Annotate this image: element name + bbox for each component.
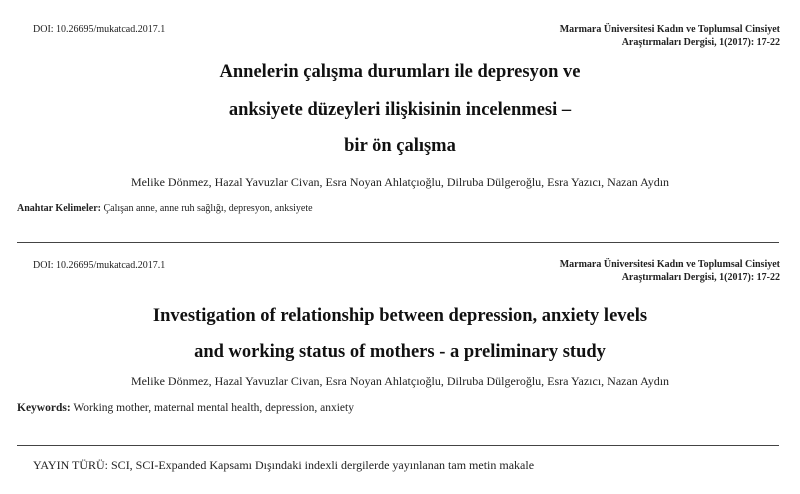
- keywords-values: Çalışan anne, anne ruh sağlığı, depresyon, anksiyete: [103, 203, 313, 214]
- title-english-line1: Investigation of relationship between depression, anxiety levels: [152, 306, 648, 326]
- doi-turkish: DOI: 10.26695/mukatcad.2017.1: [33, 24, 166, 35]
- journal-name-line: Marmara Üniversitesi Kadın ve Toplumsal Cinsiyet: [559, 24, 780, 35]
- doi-english: DOI: 10.26695/mukatcad.2017.1: [33, 260, 166, 271]
- title-turkish-line1: Annelerin çalışma durumları ile depresyon ve: [219, 62, 581, 82]
- title-turkish-line3: bir ön çalışma: [344, 136, 456, 156]
- journal-issue-line: Araştırmaları Dergisi, 1(2017): 17-22: [621, 37, 780, 48]
- keywords-label: Anahtar Kelimeler:: [17, 203, 101, 214]
- bottom-divider: [17, 445, 779, 446]
- journal-citation-english: [560, 258, 780, 284]
- keywords-turkish: [17, 203, 313, 214]
- keywords-label: Keywords:: [17, 402, 71, 414]
- authors-turkish: Melike Dönmez, Hazal Yavuzlar Civan, Esra Noyan Ahlatçıoğlu, Dilruba Dülgeroğlu, Esra Yazıcı, Nazan Aydın: [130, 175, 670, 189]
- keywords-values: Working mother, maternal mental health, depression, anxiety: [73, 402, 354, 414]
- publication-type: YAYIN TÜRÜ: SCI, SCI-Expanded Kapsamı Dışındaki indexli dergilerde yayınlanan tam metin makale: [33, 458, 535, 472]
- authors-english: Melike Dönmez, Hazal Yavuzlar Civan, Esra Noyan Ahlatçıoğlu, Dilruba Dülgeroğlu, Esra Yazıcı, Nazan Aydın: [130, 374, 670, 388]
- title-turkish-line2: anksiyete düzeyleri ilişkisinin incelenmesi –: [228, 100, 572, 120]
- section-divider: [17, 242, 779, 243]
- journal-name-line: Marmara Üniversitesi Kadın ve Toplumsal Cinsiyet: [559, 259, 780, 270]
- journal-citation-turkish: [560, 23, 780, 49]
- journal-issue-line: Araştırmaları Dergisi, 1(2017): 17-22: [621, 272, 780, 283]
- title-english-line2: and working status of mothers - a preliminary study: [194, 342, 606, 362]
- keywords-english: [17, 402, 354, 414]
